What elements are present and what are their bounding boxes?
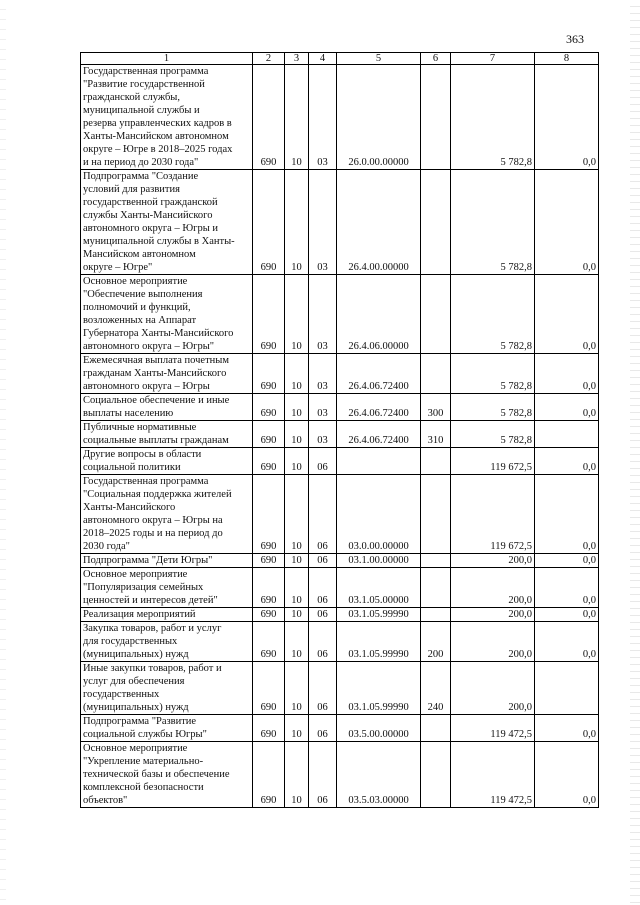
admin-code-cell: 690 [253,354,285,394]
amount-cell: 5 782,8 [451,275,535,354]
column-header-2: 2 [253,53,285,65]
expense-type-cell [421,475,451,554]
admin-code-cell: 690 [253,662,285,715]
expense-type-cell: 300 [421,394,451,421]
table-row [81,65,599,170]
amount-share-cell: 0,0 [535,622,599,662]
amount-share-cell [535,421,599,448]
target-article-cell: 03.1.05.99990 [337,662,421,715]
expense-type-cell [421,554,451,568]
amount-cell: 200,0 [451,608,535,622]
scan-edge-left [0,0,6,905]
target-article-cell: 26.4.06.72400 [337,421,421,448]
column-header-1: 1 [81,53,253,65]
expense-type-cell [421,354,451,394]
amount-share-cell: 0,0 [535,65,599,170]
table-row [81,421,599,448]
expense-type-cell: 240 [421,662,451,715]
amount-cell: 5 782,8 [451,65,535,170]
target-article-cell: 26.4.06.72400 [337,354,421,394]
subsection-code-cell: 06 [309,622,337,662]
row-name-cell: Публичные нормативные социальные выплаты гражданам [81,421,253,448]
admin-code-cell: 690 [253,715,285,742]
admin-code-cell: 690 [253,622,285,662]
amount-share-cell: 0,0 [535,554,599,568]
row-name-cell: Реализация мероприятий [81,608,253,622]
expense-type-cell: 310 [421,421,451,448]
row-name-cell: Государственная программа "Социальная поддержка жителей Ханты-Мансийского автономного округа – Югры на 2018–2025 годы и на период до 2030 года" [81,475,253,554]
target-article-cell: 03.5.00.00000 [337,715,421,742]
target-article-cell [337,448,421,475]
row-name-cell: Социальное обеспечение и иные выплаты населению [81,394,253,421]
subsection-code-cell: 03 [309,65,337,170]
row-name-cell: Подпрограмма "Создание условий для развития государственной гражданской службы Ханты-Мансийского автономного округа – Югры и муниципальной службы в Ханты- Мансийском автономном округе – Югре" [81,170,253,275]
amount-cell: 119 672,5 [451,475,535,554]
column-header-3: 3 [285,53,309,65]
target-article-cell: 03.1.05.99990 [337,622,421,662]
subsection-code-cell: 06 [309,448,337,475]
row-name-cell: Ежемесячная выплата почетным гражданам Ханты-Мансийского автономного округа – Югры [81,354,253,394]
table-row [81,568,599,608]
column-header-7: 7 [451,53,535,65]
table-row [81,662,599,715]
column-header-4: 4 [309,53,337,65]
subsection-code-cell: 03 [309,394,337,421]
subsection-code-cell: 06 [309,554,337,568]
expense-type-cell [421,170,451,275]
table-row [81,170,599,275]
section-code-cell: 10 [285,475,309,554]
table-row [81,715,599,742]
table-row [81,448,599,475]
expense-type-cell [421,608,451,622]
table-row [81,354,599,394]
expense-type-cell [421,448,451,475]
admin-code-cell: 690 [253,421,285,448]
row-name-cell: Подпрограмма "Дети Югры" [81,554,253,568]
section-code-cell: 10 [285,608,309,622]
admin-code-cell: 690 [253,65,285,170]
target-article-cell: 26.4.06.72400 [337,394,421,421]
section-code-cell: 10 [285,568,309,608]
row-name-cell: Другие вопросы в области социальной политики [81,448,253,475]
subsection-code-cell: 06 [309,662,337,715]
column-header-5: 5 [337,53,421,65]
table-row [81,608,599,622]
expense-type-cell [421,65,451,170]
amount-cell: 200,0 [451,662,535,715]
section-code-cell: 10 [285,170,309,275]
target-article-cell: 03.5.03.00000 [337,742,421,808]
target-article-cell: 03.1.05.99990 [337,608,421,622]
expense-type-cell: 200 [421,622,451,662]
amount-share-cell: 0,0 [535,475,599,554]
admin-code-cell: 690 [253,554,285,568]
section-code-cell: 10 [285,354,309,394]
subsection-code-cell: 06 [309,608,337,622]
row-name-cell: Подпрограмма "Развитие социальной службы Югры" [81,715,253,742]
section-code-cell: 10 [285,715,309,742]
table-row [81,475,599,554]
subsection-code-cell: 06 [309,742,337,808]
amount-share-cell: 0,0 [535,742,599,808]
amount-cell: 119 672,5 [451,448,535,475]
target-article-cell: 03.0.00.00000 [337,475,421,554]
section-code-cell: 10 [285,65,309,170]
amount-share-cell: 0,0 [535,354,599,394]
amount-cell: 200,0 [451,622,535,662]
amount-share-cell: 0,0 [535,170,599,275]
target-article-cell: 26.4.06.00000 [337,275,421,354]
amount-share-cell: 0,0 [535,568,599,608]
amount-share-cell: 0,0 [535,608,599,622]
subsection-code-cell: 03 [309,354,337,394]
row-name-cell: Иные закупки товаров, работ и услуг для обеспечения государственных (муниципальных) нужд [81,662,253,715]
admin-code-cell: 690 [253,275,285,354]
row-name-cell: Основное мероприятие "Обеспечение выполнения полномочий и функций, возложенных на Аппарат Губернатора Ханты-Мансийского автономного округа – Югры" [81,275,253,354]
expense-type-cell [421,742,451,808]
admin-code-cell: 690 [253,568,285,608]
page-number: 363 [566,32,584,46]
table-row [81,554,599,568]
row-name-cell: Основное мероприятие "Популяризация семейных ценностей и интересов детей" [81,568,253,608]
admin-code-cell: 690 [253,394,285,421]
table-body [81,65,599,808]
table-row [81,275,599,354]
section-code-cell: 10 [285,554,309,568]
subsection-code-cell: 03 [309,170,337,275]
column-header-6: 6 [421,53,451,65]
target-article-cell: 03.1.05.00000 [337,568,421,608]
section-code-cell: 10 [285,394,309,421]
amount-cell: 5 782,8 [451,421,535,448]
admin-code-cell: 690 [253,608,285,622]
amount-cell: 200,0 [451,554,535,568]
table-row [81,394,599,421]
section-code-cell: 10 [285,275,309,354]
row-name-cell: Государственная программа "Развитие государственной гражданской службы, муниципальной службы и резерва управленческих кадров в Ханты-Мансийском автономном округе – Югре в 2018–2025 годах и на период до 2030 года" [81,65,253,170]
subsection-code-cell: 06 [309,475,337,554]
target-article-cell: 26.0.00.00000 [337,65,421,170]
scan-edge-right [630,0,640,905]
row-name-cell: Основное мероприятие "Укрепление материально- технической базы и обеспечение комплексной безопасности объектов" [81,742,253,808]
amount-cell: 5 782,8 [451,170,535,275]
amount-cell: 5 782,8 [451,394,535,421]
target-article-cell: 26.4.00.00000 [337,170,421,275]
amount-cell: 5 782,8 [451,354,535,394]
budget-table [80,52,599,808]
expense-type-cell [421,275,451,354]
amount-cell: 119 472,5 [451,715,535,742]
amount-cell: 200,0 [451,568,535,608]
target-article-cell: 03.1.00.00000 [337,554,421,568]
amount-share-cell: 0,0 [535,275,599,354]
subsection-code-cell: 06 [309,715,337,742]
table-row [81,622,599,662]
amount-share-cell [535,662,599,715]
header-row [81,53,599,65]
subsection-code-cell: 03 [309,421,337,448]
admin-code-cell: 690 [253,475,285,554]
amount-cell: 119 472,5 [451,742,535,808]
row-name-cell: Закупка товаров, работ и услуг для государственных (муниципальных) нужд [81,622,253,662]
amount-share-cell: 0,0 [535,715,599,742]
section-code-cell: 10 [285,622,309,662]
section-code-cell: 10 [285,662,309,715]
amount-share-cell: 0,0 [535,448,599,475]
expense-type-cell [421,568,451,608]
expense-type-cell [421,715,451,742]
amount-share-cell: 0,0 [535,394,599,421]
subsection-code-cell: 06 [309,568,337,608]
admin-code-cell: 690 [253,742,285,808]
section-code-cell: 10 [285,448,309,475]
section-code-cell: 10 [285,742,309,808]
admin-code-cell: 690 [253,448,285,475]
subsection-code-cell: 03 [309,275,337,354]
admin-code-cell: 690 [253,170,285,275]
column-header-8: 8 [535,53,599,65]
section-code-cell: 10 [285,421,309,448]
table-row [81,742,599,808]
